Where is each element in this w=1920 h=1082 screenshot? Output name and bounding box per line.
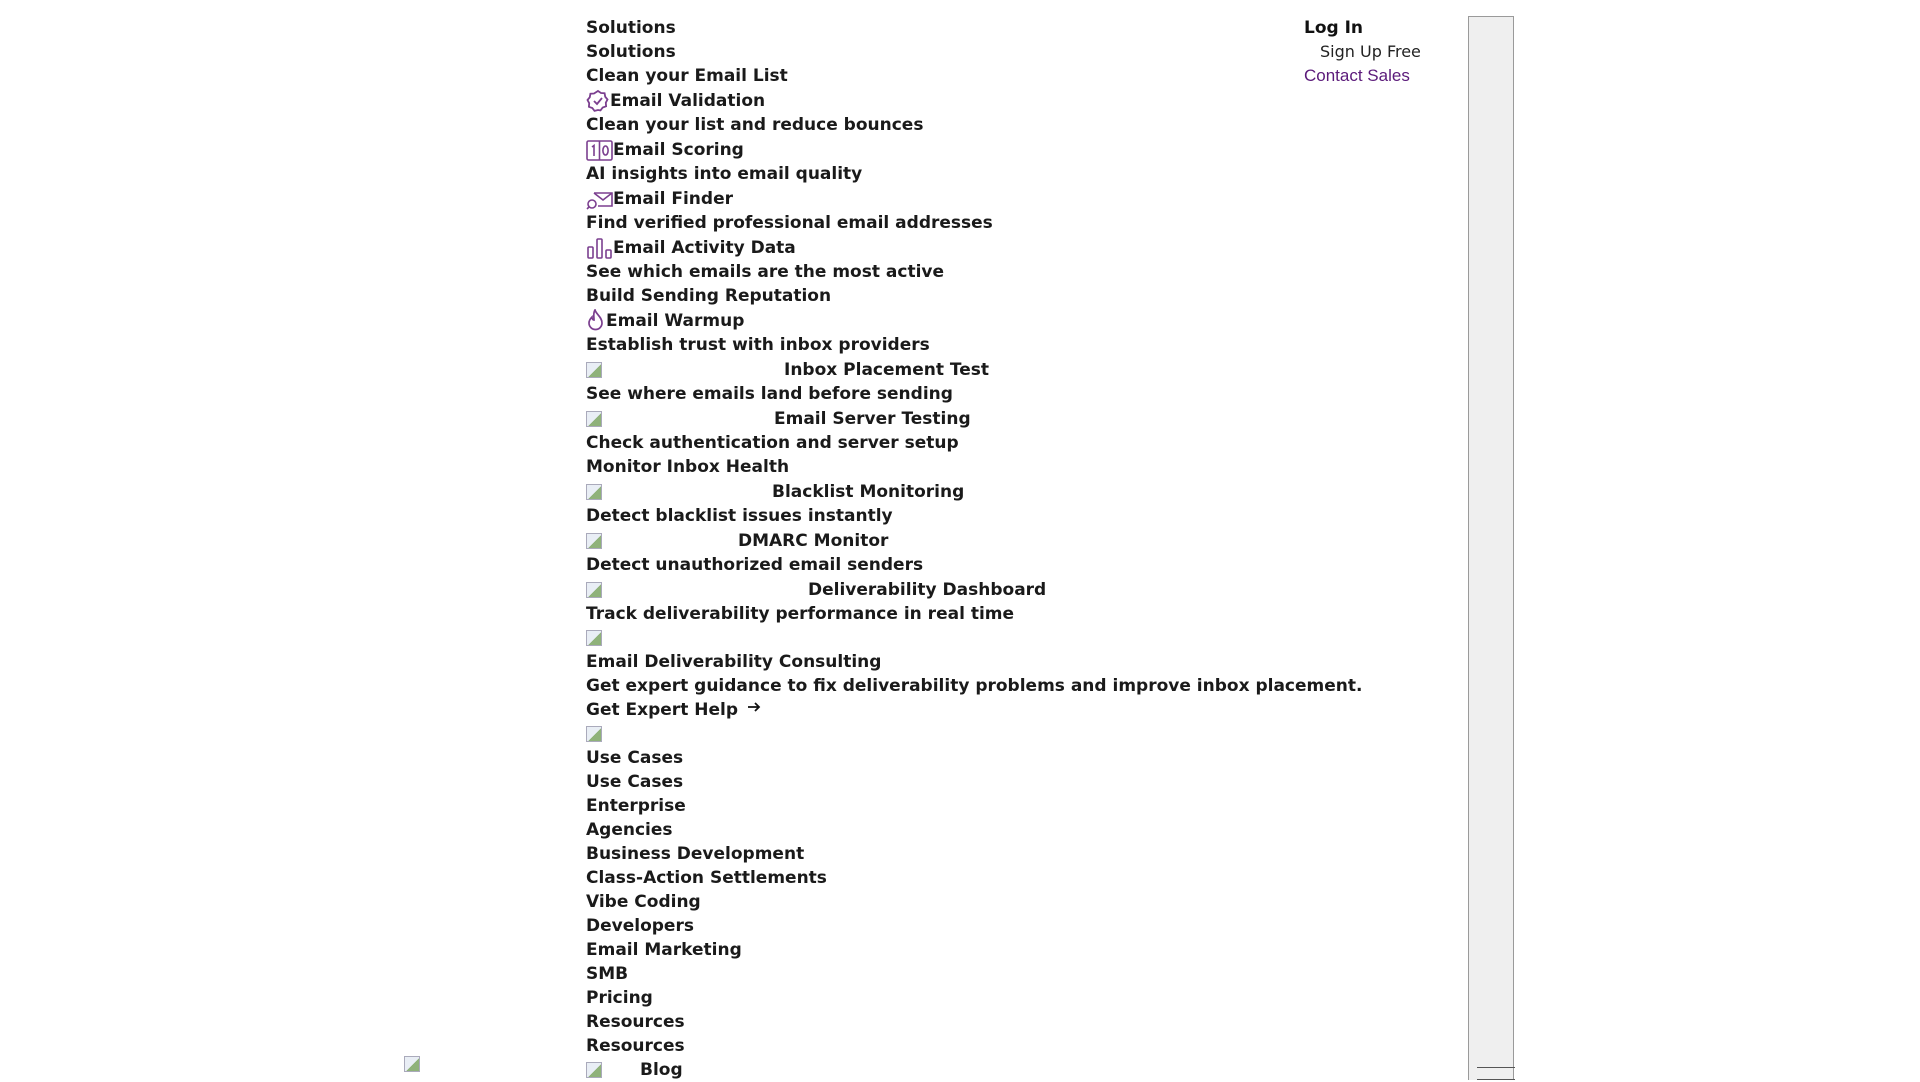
solutions-heading: Solutions — [586, 42, 676, 62]
decorative-image — [586, 722, 1306, 746]
shield-check-icon — [586, 89, 610, 113]
email-activity-description: See which emails are the most active — [586, 262, 945, 282]
blog-label: Blog — [640, 1060, 683, 1080]
broken-image-icon — [586, 630, 602, 646]
use-case-smb[interactable]: SMB — [586, 964, 629, 984]
email-finder-description: Find verified professional email addresses — [586, 213, 993, 233]
broken-image-icon — [404, 1056, 420, 1072]
scrollbar-grip — [1477, 1067, 1515, 1068]
nav-solutions[interactable]: Solutions — [586, 18, 676, 38]
use-case-business-development[interactable]: Business Development — [586, 844, 805, 864]
get-expert-help-link[interactable] — [586, 698, 1306, 722]
email-activity-label: Email Activity Data — [613, 237, 796, 258]
resource-blog[interactable] — [586, 1058, 1306, 1082]
group-clean-heading: Clean your Email List — [586, 66, 788, 86]
broken-image-icon — [586, 726, 602, 742]
arrow-right-icon — [746, 698, 762, 722]
dashboard-label: Deliverability Dashboard — [808, 579, 1047, 600]
score-1-0-icon — [586, 138, 613, 162]
menu-item-deliverability-dashboard[interactable] — [586, 577, 1306, 602]
group-build-heading: Build Sending Reputation — [586, 286, 832, 306]
use-case-vibe-coding[interactable]: Vibe Coding — [586, 892, 701, 912]
inbox-placement-label: Inbox Placement Test — [784, 359, 990, 380]
login-link[interactable]: Log In — [1304, 18, 1364, 38]
menu-item-email-server-testing[interactable] — [586, 406, 1306, 431]
envelope-search-icon — [586, 187, 613, 211]
broken-image-icon — [586, 484, 602, 500]
broken-image-icon — [586, 1062, 602, 1078]
email-finder-label: Email Finder — [613, 188, 733, 209]
menu-item-inbox-placement-test[interactable] — [586, 357, 1306, 382]
get-expert-help-label: Get Expert Help — [586, 700, 738, 720]
broken-image-icon — [586, 411, 602, 427]
resources-heading: Resources — [586, 1036, 685, 1056]
blacklist-label: Blacklist Monitoring — [772, 481, 965, 502]
email-scoring-description: AI insights into email quality — [586, 164, 863, 184]
group-monitor-heading: Monitor Inbox Health — [586, 457, 790, 477]
email-validation-description: Clean your list and reduce bounces — [586, 115, 924, 135]
server-testing-description: Check authentication and server setup — [586, 433, 959, 453]
broken-image-icon — [586, 533, 602, 549]
bar-chart-icon — [586, 236, 613, 260]
blacklist-description: Detect blacklist issues instantly — [586, 506, 893, 526]
menu-item-email-scoring[interactable] — [586, 137, 1306, 162]
nav-use-cases[interactable]: Use Cases — [586, 748, 684, 768]
use-case-agencies[interactable]: Agencies — [586, 820, 673, 840]
menu-item-dmarc-monitor[interactable] — [586, 528, 1306, 553]
use-case-developers[interactable]: Developers — [586, 916, 694, 936]
email-warmup-description: Establish trust with inbox providers — [586, 335, 930, 355]
nav-resources[interactable]: Resources — [586, 1012, 685, 1032]
email-warmup-label: Email Warmup — [606, 310, 745, 331]
dmarc-description: Detect unauthorized email senders — [586, 555, 924, 575]
email-validation-label: Email Validation — [610, 90, 766, 111]
dmarc-label: DMARC Monitor — [738, 530, 889, 551]
server-testing-label: Email Server Testing — [774, 408, 971, 429]
menu-item-email-warmup[interactable] — [586, 308, 1306, 333]
contact-sales-link[interactable]: Contact Sales — [1304, 66, 1410, 85]
consulting-description: Get expert guidance to fix deliverability problems and improve inbox placement. — [586, 676, 1363, 696]
menu-item-email-validation[interactable] — [586, 88, 1306, 113]
menu-item-email-activity-data[interactable] — [586, 235, 1306, 260]
flame-icon — [586, 309, 606, 333]
use-case-enterprise[interactable]: Enterprise — [586, 796, 686, 816]
inbox-placement-description: See where emails land before sending — [586, 384, 953, 404]
menu-item-email-finder[interactable] — [586, 186, 1306, 211]
auth-links — [1304, 16, 1421, 88]
use-cases-heading: Use Cases — [586, 772, 684, 792]
use-case-email-marketing[interactable]: Email Marketing — [586, 940, 742, 960]
scrollbar[interactable] — [1468, 16, 1514, 1080]
menu-item-blacklist-monitoring[interactable] — [586, 479, 1306, 504]
broken-image-icon — [586, 362, 602, 378]
email-scoring-label: Email Scoring — [613, 139, 744, 160]
consulting-image — [586, 626, 1306, 650]
signup-link[interactable]: Sign Up Free — [1320, 42, 1421, 61]
consulting-title: Email Deliverability Consulting — [586, 652, 882, 672]
dashboard-description: Track deliverability performance in real time — [586, 604, 1015, 624]
broken-image-icon — [586, 582, 602, 598]
logo-image — [404, 1056, 420, 1076]
nav-pricing[interactable]: Pricing — [586, 988, 653, 1008]
use-case-class-action[interactable]: Class-Action Settlements — [586, 868, 827, 888]
